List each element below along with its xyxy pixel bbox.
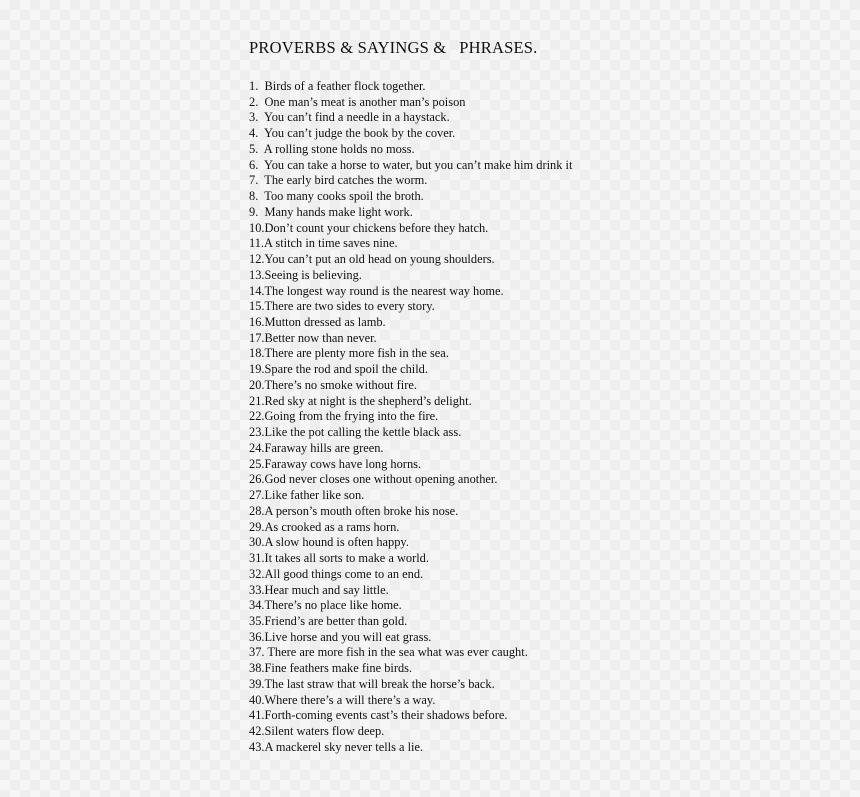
list-item: 2. One man’s meat is another man’s poison [249,94,466,109]
list-item: 26.God never closes one without opening another. [249,472,498,487]
list-item: 23.Like the pot calling the kettle black ass. [249,425,462,440]
list-item: 40.Where there’s a will there’s a way. [249,692,436,707]
list-item: 29.As crooked as a rams horn. [249,519,400,534]
list-item: 19.Spare the rod and spoil the child. [249,362,428,377]
list-item: 21.Red sky at night is the shepherd’s delight. [249,393,472,408]
list-item: 8. Too many cooks spoil the broth. [249,189,424,204]
list-item: 18.There are plenty more fish in the sea. [249,346,449,361]
list-item: 36.Live horse and you will eat grass. [249,629,432,644]
list-item: 38.Fine feathers make fine birds. [249,661,413,676]
list-item: 13.Seeing is believing. [249,267,362,282]
list-item: 31.It takes all sorts to make a world. [249,551,429,566]
list-item: 35.Friend’s are better than gold. [249,613,408,628]
proverb-list [249,79,572,756]
list-item: 27.Like father like son. [249,488,365,503]
list-item: 22.Going from the frying into the fire. [249,409,439,424]
list-item: 43.A mackerel sky never tells a lie. [249,739,424,754]
list-item: 14.The longest way round is the nearest way home. [249,283,504,298]
list-item: 42.Silent waters flow deep. [249,724,385,739]
list-item: 4. You can’t judge the book by the cover. [249,126,456,141]
list-item: 39.The last straw that will break the horse’s back. [249,676,495,691]
list-item: 11.A stitch in time saves nine. [249,236,398,251]
list-item: 9. Many hands make light work. [249,204,413,219]
list-item: 3. You can’t find a needle in a haystack. [249,110,450,125]
list-item: 25.Faraway cows have long horns. [249,456,422,471]
list-item: 7. The early bird catches the worm. [249,173,428,188]
list-item: 12.You can’t put an old head on young shoulders. [249,252,495,267]
list-item: 16.Mutton dressed as lamb. [249,315,386,330]
list-item: 37. There are more fish in the sea what was ever caught. [249,645,528,660]
page-title: PROVERBS & SAYINGS & PHRASES. [249,38,538,57]
list-item: 28.A person’s mouth often broke his nose. [249,503,459,518]
list-item: 1. Birds of a feather flock together. [249,79,426,93]
list-item: 41.Forth-coming events cast’s their shadows before. [249,708,508,723]
list-item: 17.Better now than never. [249,330,377,345]
list-item: 10.Don’t count your chickens before they hatch. [249,220,489,235]
list-item: 24.Faraway hills are green. [249,440,384,455]
list-item: 30.A slow hound is often happy. [249,535,409,550]
list-item: 6. You can take a horse to water, but you can’t make him drink it [249,157,573,172]
list-item: 33.Hear much and say little. [249,582,389,597]
list-item: 32.All good things come to an end. [249,566,424,581]
list-item: 5. A rolling stone holds no moss. [249,141,415,156]
list-item: 20.There’s no smoke without fire. [249,377,417,392]
list-item: 15.There are two sides to every story. [249,299,435,314]
list-item: 34.There’s no place like home. [249,598,402,613]
